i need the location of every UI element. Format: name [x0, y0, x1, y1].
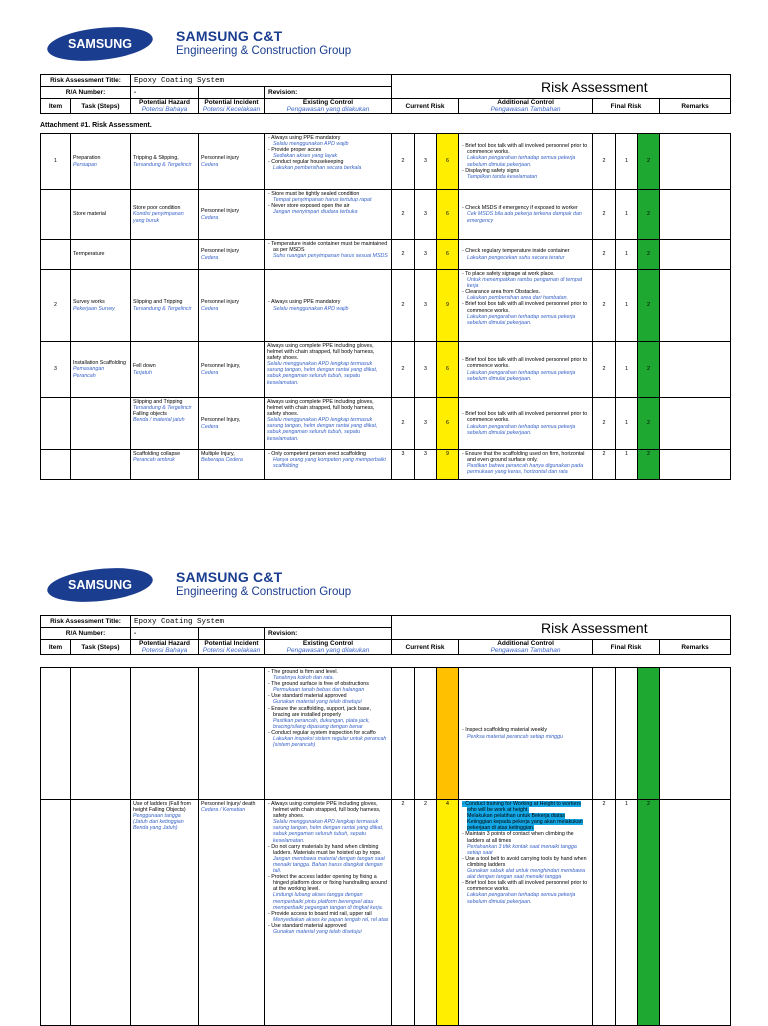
header-table: Risk Assessment Title: Epoxy Coating System Risk Assessment R/A Number: - Revision: Item Task (Steps) Potential Hazard Potensi Bahaya Potential Incident Potensi Kecelakaan Existing Control Pengawasan yang dilakukan Current Risk Additional Control Pengawasan Tambahan Final Risk Remarks [40, 74, 731, 114]
revision-label: Revision: [265, 87, 392, 99]
table-row: Use of ladders (Fall from height Falling Objects) Penggunaan tangga (Jatuh dari ketinggian Benda yang Jatuh) Personnel Injury/ death Cedera / Kematian - Always using complete PPE including gloves, helmet with chain strapped, full body harness, safety shoes. Selalu menggunakan APD lengkap termasuk sarung tangan, helm dengan rantai yang diikat, sabuk pengaman seluruh tubuh, sepatu keselamatan. - Do not carry materials by hand when climbing ladders. Materials must be hoisted up by rope. Jangan membawa material dengan tangan saat menaiki tangga. Bahan harus diangkat dengan tali. - Protect the access ladder opening by fixing a hinged platform door or fixing handrailing around at the working level. Lindungi lubang akses tangga dengan memperbaiki pintu platform berengsel atau memperbaiki pegangan tangan di tingkat kerja. - Provide access to board mid rail, upper rail Menyediakan akses ke papan tengah rel, rel atas - Use standard material approved Gunakan material yang telah disetujui 2 2 4 - Conduct training for Working at Height to workers who will be work at height. Melakukan pelatihan untuk Bekerja diatas Ketinggian kepada pekerja yang akan melakukan pekerjaan di atas ketinggian. - Maintain 3 points of contact when climbing the ladders at all times Pertahankan 3 titik kontak saat menaiki tangga setiap saat - Use a tool belt to avoid carrying tools by hand when climbing ladders Gunakan sabuk alat untuk menghindari membawa alat dengan tangan saat menaiki tangga - Brief tool box talk with all involved personnel prior to commence works. Lakukan pengarahan terhadap semua pekerja sebelum dimulai pekerjaan. 2 1 2 [41, 800, 731, 1026]
brand-name: SAMSUNG C&T [176, 569, 283, 585]
page-2 [40, 567, 730, 1026]
col-current-risk: Current Risk [392, 99, 459, 114]
ra-number-label: R/A Number: [41, 87, 131, 99]
final-risk-badge: 2 [638, 450, 660, 480]
risk-table-page1 [40, 133, 731, 480]
risk-badge: 6 [437, 134, 459, 190]
brand-name: SAMSUNG C&T [176, 28, 283, 44]
svg-text:SAMSUNG: SAMSUNG [68, 37, 132, 51]
table-row: Store material Store poor condition Kondisi penyimpanan yang buruk Personnel injury Cedera - Store must be tightly sealed condition Tempat penyimpanan harus tertutup rapat - Never store exposed open the air Jangan menyimpan diudara terbuka 2 3 6 - Check MSDS if emergency if exposed to worker Cek MSDS bila ada pekerja terkena dampak dan emergency 2 1 2 [41, 190, 731, 240]
doc-title: Risk Assessment [459, 616, 731, 640]
final-risk-badge: 2 [638, 398, 660, 450]
table-row: Termperature Personnel injury Cedera - Temperature inside container must be maintained as per MSDS Suhu ruangan penyimpanan harus sesuai MSDS 2 3 6 - Check regulary temperature inside container Lakukan pengecekan suhu secara teratur 2 1 2 [41, 240, 731, 270]
risk-badge: 6 [437, 342, 459, 398]
risk-badge: 6 [437, 398, 459, 450]
risk-badge: 9 [437, 270, 459, 342]
letterhead [40, 567, 730, 615]
title-value: Epoxy Coating System [131, 75, 392, 87]
table-row: 1 Preparation Persiapan Tripping & Slipping, Tersandung & Tergelincir Personnel injury Cedera - Always using PPE mandatory Selalu menggunakan APD wajib - Provide proper acces Sediakan akses yang layak - Conduct regular housekeeping Lakukan pembersihan secara berkala 2 3 6 - Brief tool box talk with all involved personnel prior to commence works. Lakukan pengarahan terhadap semua pekerja sebelum dimulai pekerjaan. - Displaying safety signs Tampilkan tanda keselamatan 2 1 2 [41, 134, 731, 190]
final-risk-badge: 2 [638, 342, 660, 398]
col-remarks: Remarks [660, 99, 731, 114]
risk-table-page2 [40, 667, 731, 1026]
final-risk-badge: 2 [638, 190, 660, 240]
col-item: Item [41, 99, 71, 114]
col-final-risk: Final Risk [593, 99, 660, 114]
svg-text:SAMSUNG: SAMSUNG [68, 578, 132, 592]
page-1 [40, 26, 730, 480]
final-risk-badge: 2 [638, 134, 660, 190]
final-risk-badge: 2 [638, 800, 660, 1026]
samsung-logo [46, 26, 154, 62]
table-row: - The ground is firm and level. Tanahnya kokoh dan rata. - The ground surface is free of obstructions Permukaan tanah bebas dari halangan - Use standard material approved Gunakan material yang telah disetujui - Ensure the scaffolding, support, jack base, bracing are installed properly Pastikan perancah, dukungan, plata jack, bracing/silang dipasang dengan benar - Conduct regular system inspection for scaffo Lakukan inspeksi sistem regular untuk perancah (sistem perancah) - Inspect scaffolding material weekly Periksa material perancah setiap minggu [41, 668, 731, 800]
table-row: Scaffolding collapse Perancah ambruk Multiple Injury, Beberapa Cedera - Only competent person erect scaffolding Hanya orang yang kompeten yang memperbaiki scaffolding 3 3 9 - Ensure that the scaffolding used on firm, horizontal and even ground surface only. Pastikan bahwa perancah hanya digunakan pada permukaan yang keras, horizontal dan rata 2 1 2 [41, 450, 731, 480]
table-row: 2 Survey works Pekerjaan Survey Slipping and Tripping Tersandung & Tergelincir Personnel injury Cedera - Always using PPE mandatory Selalu menggunakan APD wajib 2 3 9 - To place safety signage at work place. Untuk menempatkan rambu pengaman di tempat kerja - Clearance area from Obstacles. Lakukan pembersihan area dari hambatan. - Brief tool box talk with all involved personnel prior to commence works. Lakukan pengarahan terhadap semua pekerja sebelum dimulai pekerjaan. 2 1 2 [41, 270, 731, 342]
table-row: Slipping and Tripping Tersandung & Tergelincir Falling objects Benda / material jatuh Personnel Injury, Cedera Always using complete PPE including gloves, helmet with chain strapped, full body harness, safety shoes. Selalu menggunakan APD lengkap termasuk sarung tangan, helm dengan rantai yang diikat, sabuk pengaman seluruh tubuh, sepatu keselamatan. 2 3 6 - Brief tool box talk with all involved personnel prior to commence works. Lakukan pengarahan terhadap semua pekerja sebelum dimulai pekerjaan. 2 1 2 [41, 398, 731, 450]
risk-badge: 6 [437, 240, 459, 270]
samsung-logo [46, 567, 154, 603]
header-table: Risk Assessment Title: Epoxy Coating System Risk Assessment R/A Number: - Revision: Item Task (Steps) Potential Hazard Potensi Bahaya Potential Incident Potensi Kecelakaan Existing Control Pengawasan yang dilakukan Current Risk Additional Control Pengawasan Tambahan Final Risk Remarks [40, 615, 731, 655]
ra-number-value: - [131, 87, 199, 99]
col-additional: Additional Control [497, 99, 554, 106]
final-risk-badge: 2 [638, 240, 660, 270]
brand-subtitle: Engineering & Construction Group [176, 586, 352, 598]
risk-badge: 6 [437, 190, 459, 240]
risk-badge [437, 668, 459, 800]
col-hazard: Potential Hazard [139, 99, 190, 106]
final-risk-badge [638, 668, 660, 800]
col-control: Existing Control [302, 99, 354, 106]
col-task: Task (Steps) [71, 99, 131, 114]
doc-title: Risk Assessment [459, 75, 731, 99]
title-label: Risk Assessment Title: [41, 75, 131, 87]
col-incident: Potential Incident [204, 99, 259, 106]
risk-badge: 9 [437, 450, 459, 480]
final-risk-badge: 2 [638, 270, 660, 342]
brand-subtitle: Engineering & Construction Group [176, 45, 352, 57]
risk-badge: 4 [437, 800, 459, 1026]
attachment-heading: Attachment #1. Risk Assessment. [40, 122, 152, 129]
table-row: 3 Installation Scaffolding Pemasangan Perancah Fell down Terjatuh Personnel Injury, Cedera Always using complete PPE including gloves, helmet with chain strapped, full body harness, safety shoes. Selalu menggunakan APD lengkap termasuk sarung tangan, helm dengan rantai yang diikat, sabuk pengaman seluruh tubuh, sepatu keselamatan. 2 3 6 - Brief tool box talk with all involved personnel prior to commence works. Lakukan pengarahan terhadap semua pekerja sebelum dimulai pekerjaan. 2 1 2 [41, 342, 731, 398]
letterhead [40, 26, 730, 74]
